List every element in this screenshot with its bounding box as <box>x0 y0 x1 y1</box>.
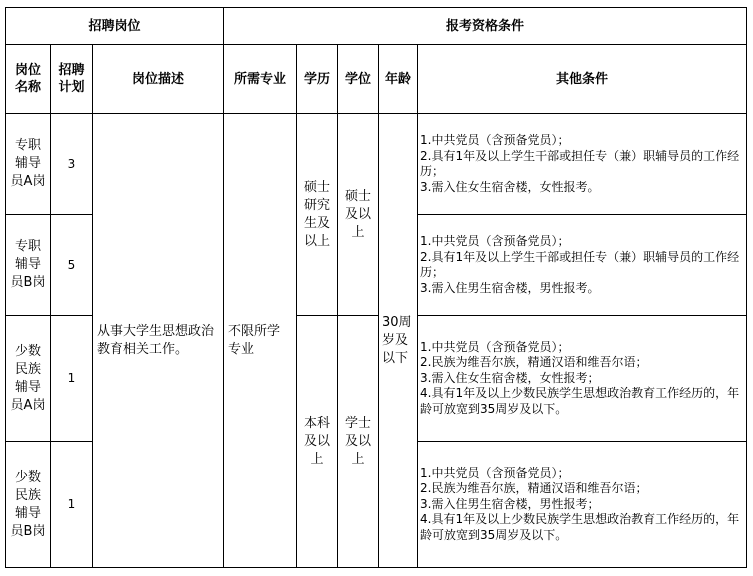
education-cell-upper: 硕士研究生及以上 <box>296 113 338 316</box>
age-text: 30周岁及以下 <box>382 314 412 366</box>
col-header-degree: 学位 <box>337 44 379 114</box>
education-cell-lower: 本科及以上 <box>296 315 338 568</box>
col-header-plan: 招聘计划 <box>50 44 93 114</box>
condition-item: 2.具有1年及以上学生干部或担任专（兼）职辅导员的工作经历； <box>420 148 740 178</box>
condition-item: 2.具有1年及以上学生干部或担任专（兼）职辅导员的工作经历； <box>420 249 740 279</box>
condition-item: 4.具有1年及以上少数民族学生思想政治教育工作经历的，年龄可放宽到35周岁及以下。 <box>420 386 740 416</box>
col-header-description: 岗位描述 <box>92 44 224 114</box>
plan-cell: 1 <box>50 441 93 568</box>
condition-item: 1.中共党员（含预备党员）； <box>420 465 570 480</box>
condition-item: 3.需入住男生宿舍楼，男性报考； <box>420 496 600 511</box>
post-name-cell: 专职辅导员B岗 <box>5 214 51 316</box>
col-header-age: 年龄 <box>378 44 418 114</box>
description-text: 从事大学生思想政治教育相关工作。 <box>97 323 215 357</box>
conditions-cell <box>417 441 747 568</box>
major-cell <box>223 113 297 568</box>
col-header-major: 所需专业 <box>223 44 297 114</box>
conditions-cell <box>417 113 747 215</box>
post-name-cell: 专职辅导员A岗 <box>5 113 51 215</box>
condition-item: 3.需入住女生宿舍楼，女性报考； <box>420 370 600 385</box>
post-name-cell: 少数民族辅导员A岗 <box>5 315 51 442</box>
plan-cell: 1 <box>50 315 93 442</box>
degree-cell-upper: 硕士及以上 <box>337 113 379 316</box>
condition-item: 3.需入住女生宿舍楼，女性报考。 <box>420 179 600 194</box>
description-cell <box>92 113 224 568</box>
major-text: 不限所学专业 <box>228 323 281 357</box>
condition-item: 1.中共党员（含预备党员）； <box>420 234 570 248</box>
condition-item: 4.具有1年及以上少数民族学生思想政治教育工作经历的，年龄可放宽到35周岁及以下。 <box>420 512 740 542</box>
condition-item: 2.民族为维吾尔族，精通汉语和维吾尔语； <box>420 481 648 496</box>
condition-item: 2.民族为维吾尔族，精通汉语和维吾尔语； <box>420 355 648 370</box>
condition-item: 3.需入住男生宿舍楼，男性报考。 <box>420 280 600 295</box>
plan-cell: 3 <box>50 113 93 215</box>
condition-item: 1.中共党员（含预备党员）； <box>420 339 570 354</box>
conditions-cell <box>417 315 747 442</box>
condition-item: 1.中共党员（含预备党员）； <box>420 133 570 147</box>
degree-cell-lower: 学士及以上 <box>337 315 379 568</box>
col-header-other: 其他条件 <box>417 44 747 114</box>
header-group-qualifications: 报考资格条件 <box>223 7 747 45</box>
header-group-recruitment-post: 招聘岗位 <box>5 7 224 45</box>
age-cell <box>378 113 418 568</box>
plan-cell: 5 <box>50 214 93 316</box>
col-header-education: 学历 <box>296 44 338 114</box>
post-name-cell: 少数民族辅导员B岗 <box>5 441 51 568</box>
col-header-post-name: 岗位名称 <box>5 44 51 114</box>
conditions-cell <box>417 214 747 316</box>
